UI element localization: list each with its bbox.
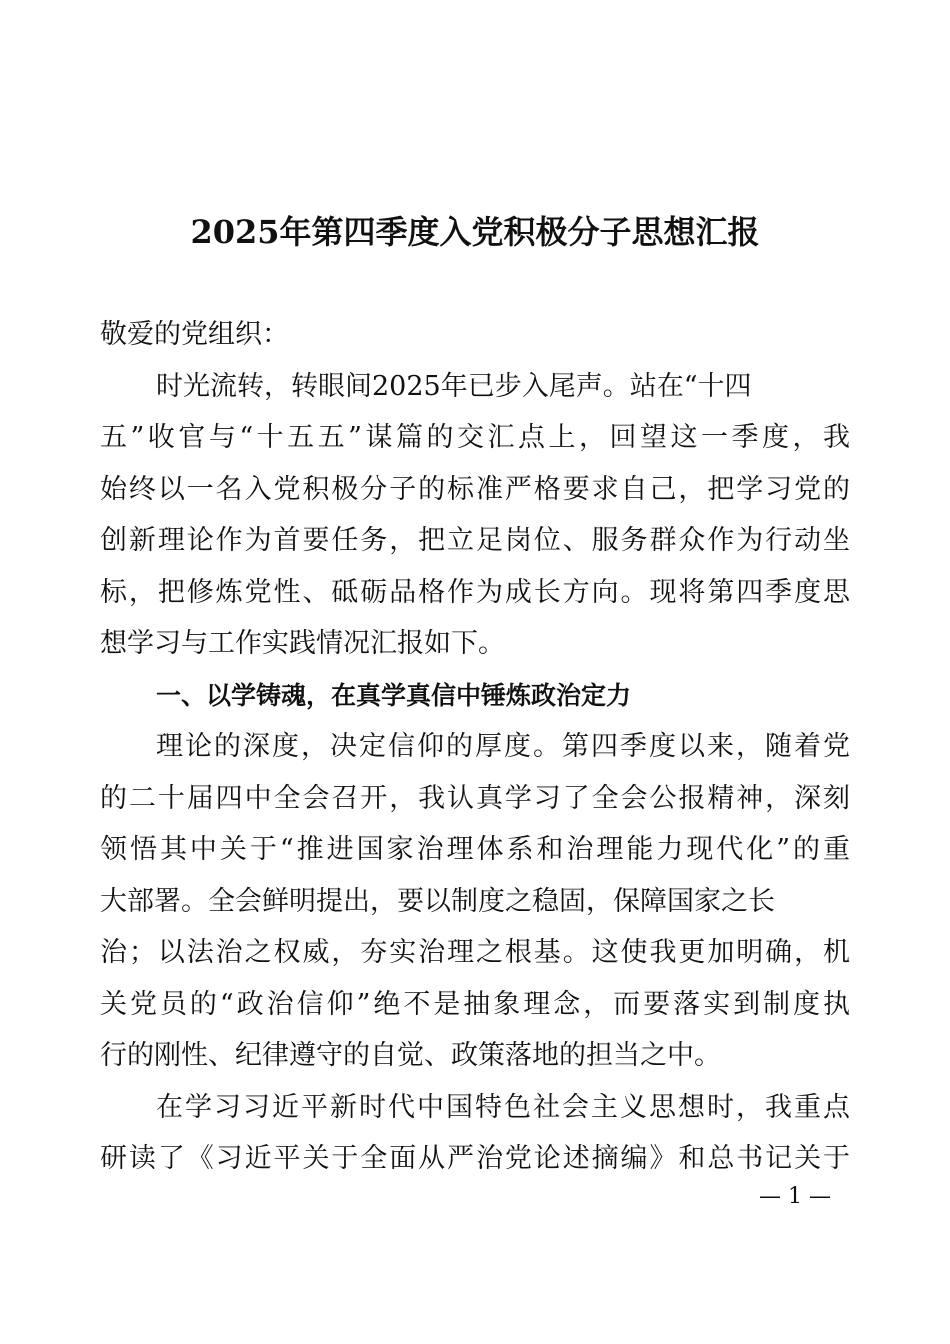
paragraph-line: 的二十届四中全会召开，我认真学习了全会公报精神，深刻 <box>100 782 850 814</box>
paragraph-line: 大部署。全会鲜明提出，要以制度之稳固，保障国家之长 <box>100 885 775 917</box>
paragraph-line: 标，把修炼党性、砥砺品格作为成长方向。现将第四季度思 <box>100 576 850 608</box>
paragraph-line: 治；以法治之权威，夯实治理之根基。这使我更加明确，机 <box>100 937 850 968</box>
paragraph-line: 始终以一名入党积极分子的标准严格要求自己，把学习党的 <box>100 473 850 505</box>
paragraph-line: 理论的深度，决定信仰的厚度。第四季度以来，随着党 <box>156 731 850 762</box>
paragraph-line: 时光流转，转眼间2025年已步入尾声。站在“十四 <box>156 370 752 402</box>
paragraph-line: 行的刚性、纪律遵守的自觉、政策落地的担当之中。 <box>100 1040 721 1071</box>
document-title: 2025年第四季度入党积极分子思想汇报 <box>190 213 760 251</box>
document-body <box>100 309 850 1185</box>
paragraph-line: 五”收官与“十五五”谋篇的交汇点上，回望这一季度，我 <box>100 422 850 453</box>
salutation: 敬爱的党组织： <box>100 319 289 350</box>
paragraph-line: 研读了《习近平关于全面从严治党论述摘编》和总书记关于 <box>100 1143 850 1174</box>
paragraph-line: 想学习与工作实践情况汇报如下。 <box>100 628 505 659</box>
paragraph-line: 关党员的“政治信仰”绝不是抽象理念，而要落实到制度执 <box>100 988 850 1020</box>
paragraph-line: 在学习习近平新时代中国特色社会主义思想时，我重点 <box>156 1091 850 1123</box>
section-heading: 一、以学铸魂，在真学真信中锤炼政治定力 <box>156 680 632 710</box>
paragraph-line: 创新理论作为首要任务，把立足岗位、服务群众作为行动坐 <box>100 525 850 556</box>
paragraph-line: 领悟其中关于“推进国家治理体系和治理能力现代化”的重 <box>100 834 850 865</box>
page-number: — 1 — <box>759 1184 831 1209</box>
